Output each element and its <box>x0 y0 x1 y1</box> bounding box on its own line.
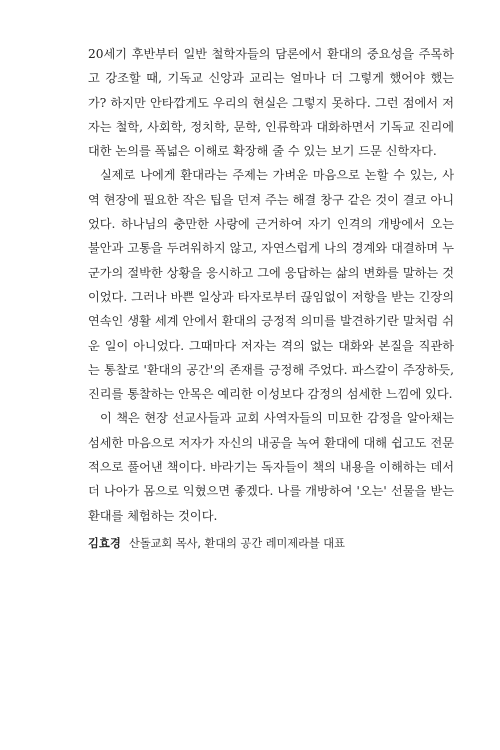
signature-title: 산돌교회 목사, 환대의 공간 레미제라블 대표 <box>129 536 345 550</box>
endorsement-text <box>88 42 454 554</box>
signature <box>88 534 454 554</box>
paragraph-2: 실제로 나에게 환대라는 주제는 가벼운 마음으로 논할 수 있는, 사역 현장에 필요한 작은 팁을 던져 주는 해결 창구 같은 것이 결코 아니었다. 하나님의 충만한 사랑에 근거하여 자기 인격의 개방에서 오는 불안과 고통을 두려워하지 않고, 자연스럽게 나의 경계와 대결하며 누군가의 절박한 상황을 응시하고 그에 응답하는 삶의 변화를 말하는 것이었다. 그러나 바쁜 일상과 타자로부터 끊임없이 저항을 받는 긴장의 연속인 생활 세계 안에서 환대의 긍정적 의미를 발견하기란 말처럼 쉬운 일이 아니었다. 그때마다 저자는 격의 없는 대화와 본질을 직관하는 통찰로 '환대의 공간'의 존재를 긍정해 주었다. 파스칼이 주장하듯, 진리를 통찰하는 안목은 예리한 이성보다 감정의 섬세한 느낌에 있다. <box>88 168 454 402</box>
signature-name: 김효경 <box>88 536 122 550</box>
paragraph-1: 20세기 후반부터 일반 철학자들의 담론에서 환대의 중요성을 주목하고 강조할 때, 기독교 신앙과 교리는 얼마나 더 그렇게 했어야 했는가? 하지만 안타깝게도 우리의 현실은 그렇지 못하다. 그런 점에서 저자는 철학, 사회학, 정치학, 문학, 인류학과 대화하면서 기독교 진리에 대한 논의를 폭넓은 이해로 확장해 줄 수 있는 보기 드문 신학자다. <box>88 47 454 159</box>
paragraph-3: 이 책은 현장 선교사들과 교회 사역자들의 미묘한 감정을 알아채는 섬세한 마음으로 저자가 자신의 내공을 녹여 환대에 대해 쉽고도 전문적으로 풀어낸 책이다. 바라기는 독자들이 책의 내용을 이해하는 데서 더 나아가 몸으로 익혔으면 좋겠다. 나를 개방하여 '오는' 선물을 받는 환대를 체험하는 것이다. <box>88 411 454 523</box>
